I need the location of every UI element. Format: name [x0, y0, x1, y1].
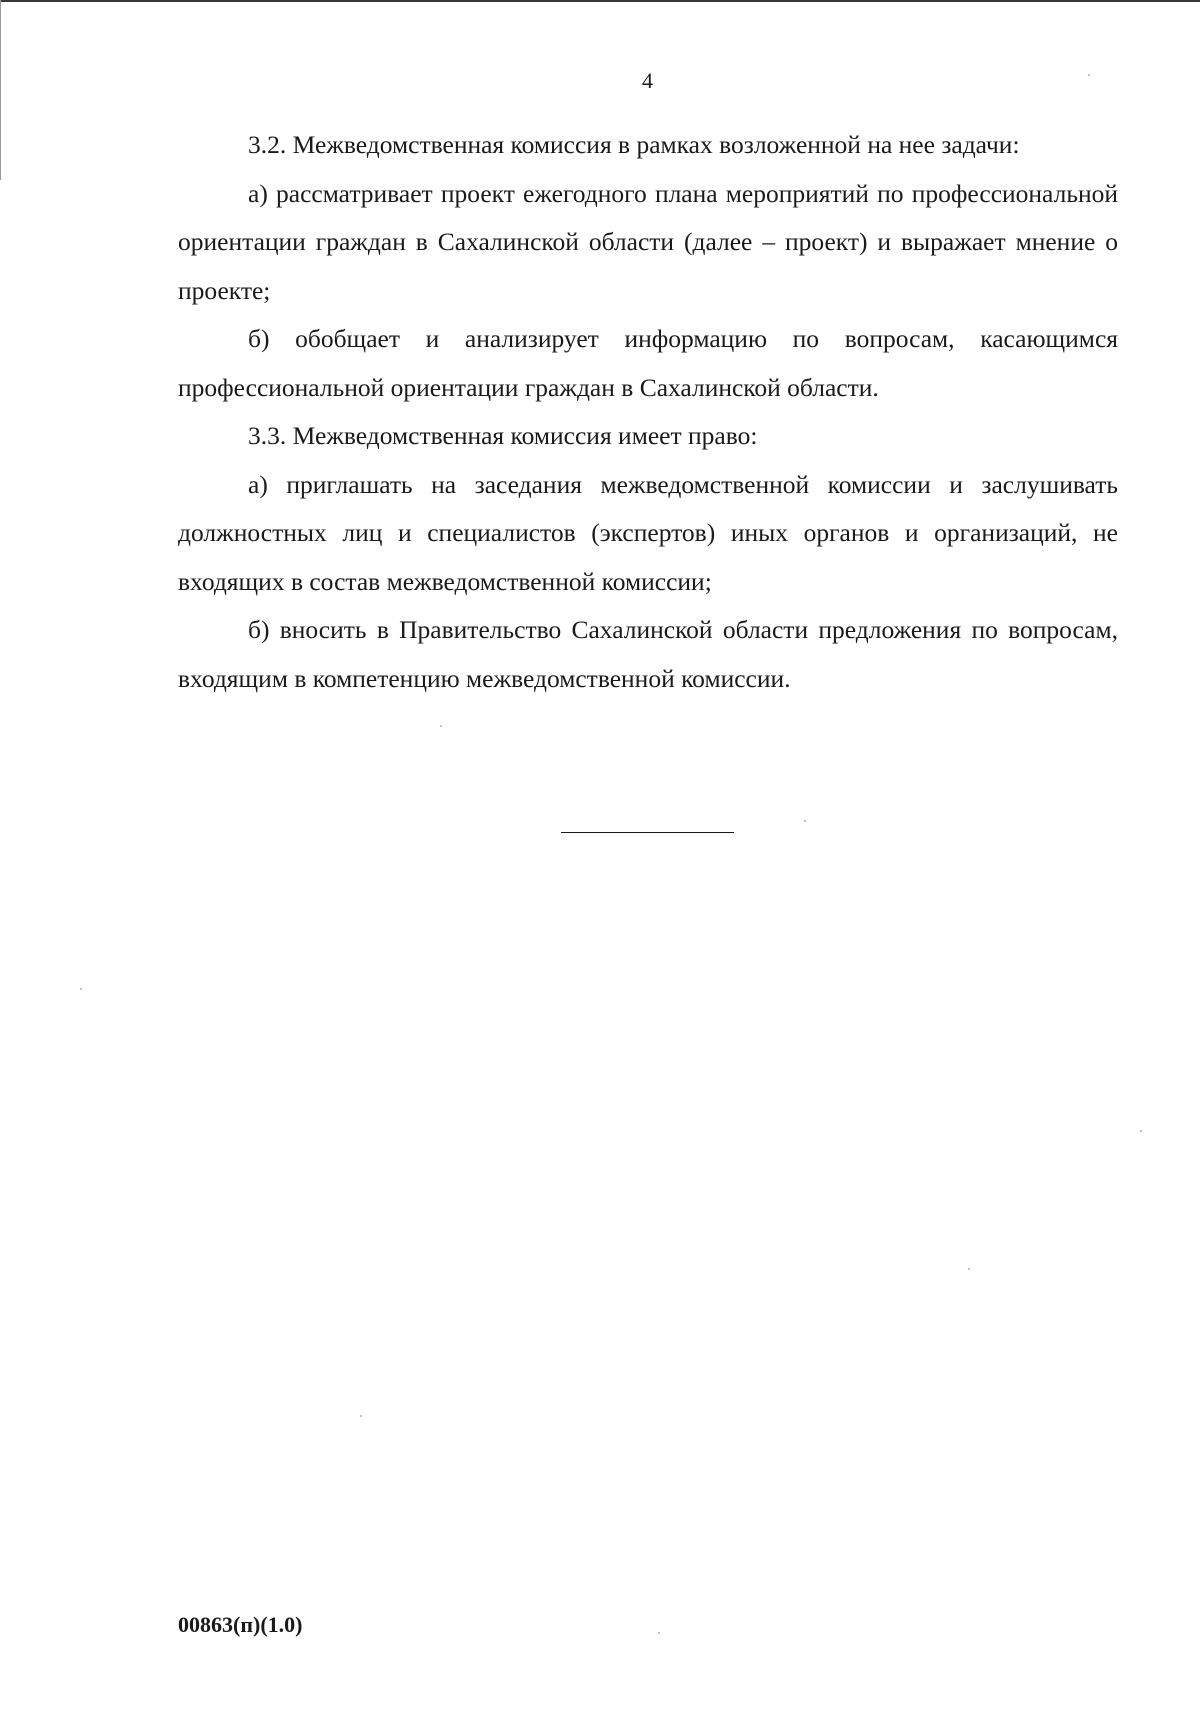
paragraph-3-3: 3.3. Межведомственная комиссия имеет право:	[248, 421, 758, 450]
scan-speck	[80, 988, 82, 990]
document-body	[178, 121, 1118, 703]
paragraph-3-2-b: б) обобщает и анализирует информацию по вопросам, касающимся профессиональной ориентации граждан в Сахалинской области.	[178, 324, 1118, 402]
scan-speck	[658, 1632, 660, 1634]
scan-speck	[968, 1268, 970, 1270]
scan-speck	[440, 725, 442, 727]
document-code: 00863(п)(1.0)	[178, 1612, 303, 1637]
paragraph-3-2-a: а) рассматривает проект ежегодного плана мероприятий по профессиональной ориентации граждан в Сахалинской области (далее – проект) и выражает мнение о проекте;	[178, 178, 1118, 305]
scan-speck	[1140, 1130, 1142, 1132]
scan-speck	[1088, 74, 1090, 76]
scan-speck	[360, 1415, 362, 1417]
page-number: 4	[642, 68, 653, 93]
end-separator-line	[561, 832, 734, 833]
paragraph-3-3-b: б) вносить в Правительство Сахалинской области предложения по вопросам, входящим в компетенцию межведомственной комиссии.	[178, 615, 1118, 693]
scan-speck	[804, 820, 806, 822]
paragraph-3-2: 3.2. Межведомственная комиссия в рамках возложенной на нее задачи:	[248, 130, 1020, 159]
scan-top-edge	[0, 0, 1200, 2]
paragraph-3-3-a: а) приглашать на заседания межведомственной комиссии и заслушивать должностных лиц и специалистов (экспертов) иных органов и организаций, не входящих в состав межведомственной комиссии;	[178, 469, 1118, 596]
